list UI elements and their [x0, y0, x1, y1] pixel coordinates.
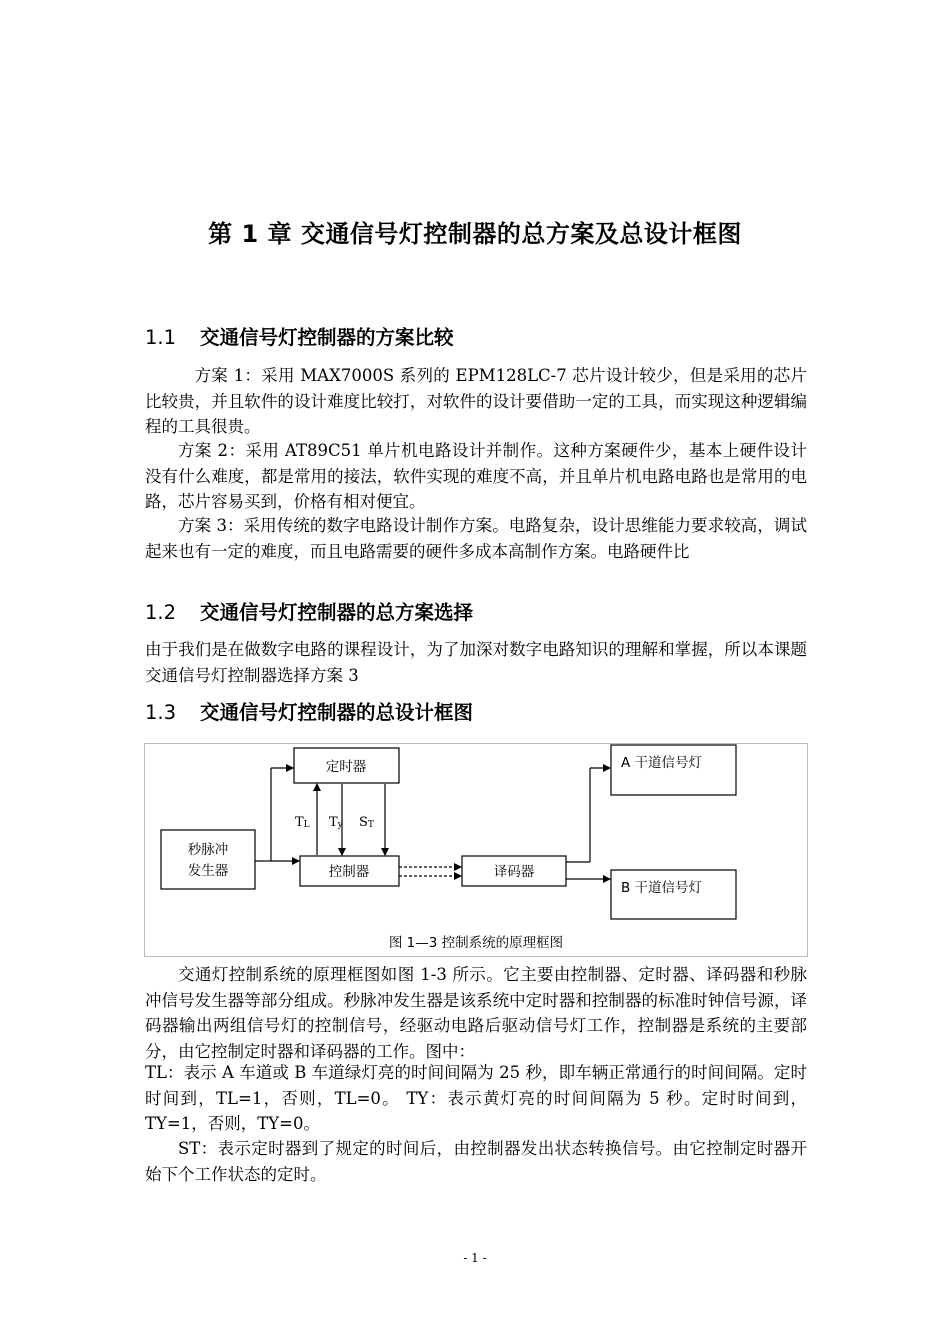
chapter-title: 第 1 章 交通信号灯控制器的总方案及总设计框图 — [208, 220, 742, 248]
signal-ty-label: Ty — [329, 815, 343, 830]
decoder-label: 译码器 — [493, 864, 535, 880]
pulse-generator-label-2: 发生器 — [187, 863, 229, 879]
section-number: 1.3 — [145, 701, 177, 724]
section-heading-1-1 — [145, 322, 805, 350]
section-title: 交通信号灯控制器的总设计框图 — [200, 701, 474, 724]
block-diagram — [144, 743, 808, 957]
figure-caption: 图 1—3 控制系统的原理框图 — [388, 935, 564, 951]
paragraph-scheme-1: 方案 1：采用 MAX7000S 系列的 EPM128LC-7 芯片设计较少，但是采用的芯片比较贵，并且软件的设计难度比较打，对软件的设计要借助一定的工具，而实现这种逻辑编程的工具很贵。 — [145, 366, 807, 436]
light-a-label: A 干道信号灯 — [621, 755, 703, 771]
paragraph-scheme-2: 方案 2：采用 AT89C51 单片机电路设计并制作。这种方案硬件少，基本上硬件设计没有什么难度，都是常用的接法，软件实现的难度不高，并且单片机电路电路也是常用的电路，芯片容易买到，价格有相对便宜。 — [145, 441, 807, 511]
timer-label: 定时器 — [325, 759, 367, 775]
section-number: 1.2 — [145, 601, 177, 624]
pulse-generator-box — [161, 830, 255, 889]
section-title: 交通信号灯控制器的方案比较 — [200, 326, 454, 349]
section-number: 1.1 — [145, 326, 177, 349]
signal-tl-label: TL — [295, 815, 310, 830]
signal-st-label: ST — [359, 815, 374, 830]
paragraph-explain-2: TL：表示 A 车道或 B 车道绿灯亮的时间间隔为 25 秒，即车辆正常通行的时间间隔。定时时间到，TL=1，否则，TL=0。 TY：表示黄灯亮的时间间隔为 5 秒。定时时间到，TY=1，否则，TY=0。 — [145, 1063, 807, 1133]
section-title: 交通信号灯控制器的总方案选择 — [200, 601, 474, 624]
paragraph-scheme-3: 方案 3：采用传统的数字电路设计制作方案。电路复杂，设计思维能力要求较高，调试起来也有一定的难度，而且电路需要的硬件多成本高制作方案。电路硬件比 — [145, 516, 807, 561]
section-heading-1-2 — [145, 597, 805, 625]
pulse-generator-label-1: 秒脉冲 — [187, 842, 229, 858]
paragraph-choice: 由于我们是在做数字电路的课程设计，为了加深对数字电路知识的理解和掌握，所以本课题交通信号灯控制器选择方案 3 — [145, 640, 807, 685]
light-b-label: B 干道信号灯 — [621, 880, 703, 896]
controller-label: 控制器 — [328, 864, 370, 880]
paragraph-explain-3: ST：表示定时器到了规定的时间后，由控制器发出状态转换信号。由它控制定时器开始下个工作状态的定时。 — [145, 1139, 807, 1184]
page-number: - 1 - — [463, 1251, 487, 1265]
paragraph-explain-1: 交通灯控制系统的原理框图如图 1-3 所示。它主要由控制器、定时器、译码器和秒脉冲信号发生器等部分组成。秒脉冲发生器是该系统中定时器和控制器的标准时钟信号源，译码器输出两组信号灯的控制信号，经驱动电路后驱动信号灯工作，控制器是系统的主要部分，由它控制定时器和译码器的工作。图中： — [145, 965, 807, 1061]
section-heading-1-3 — [145, 697, 805, 725]
